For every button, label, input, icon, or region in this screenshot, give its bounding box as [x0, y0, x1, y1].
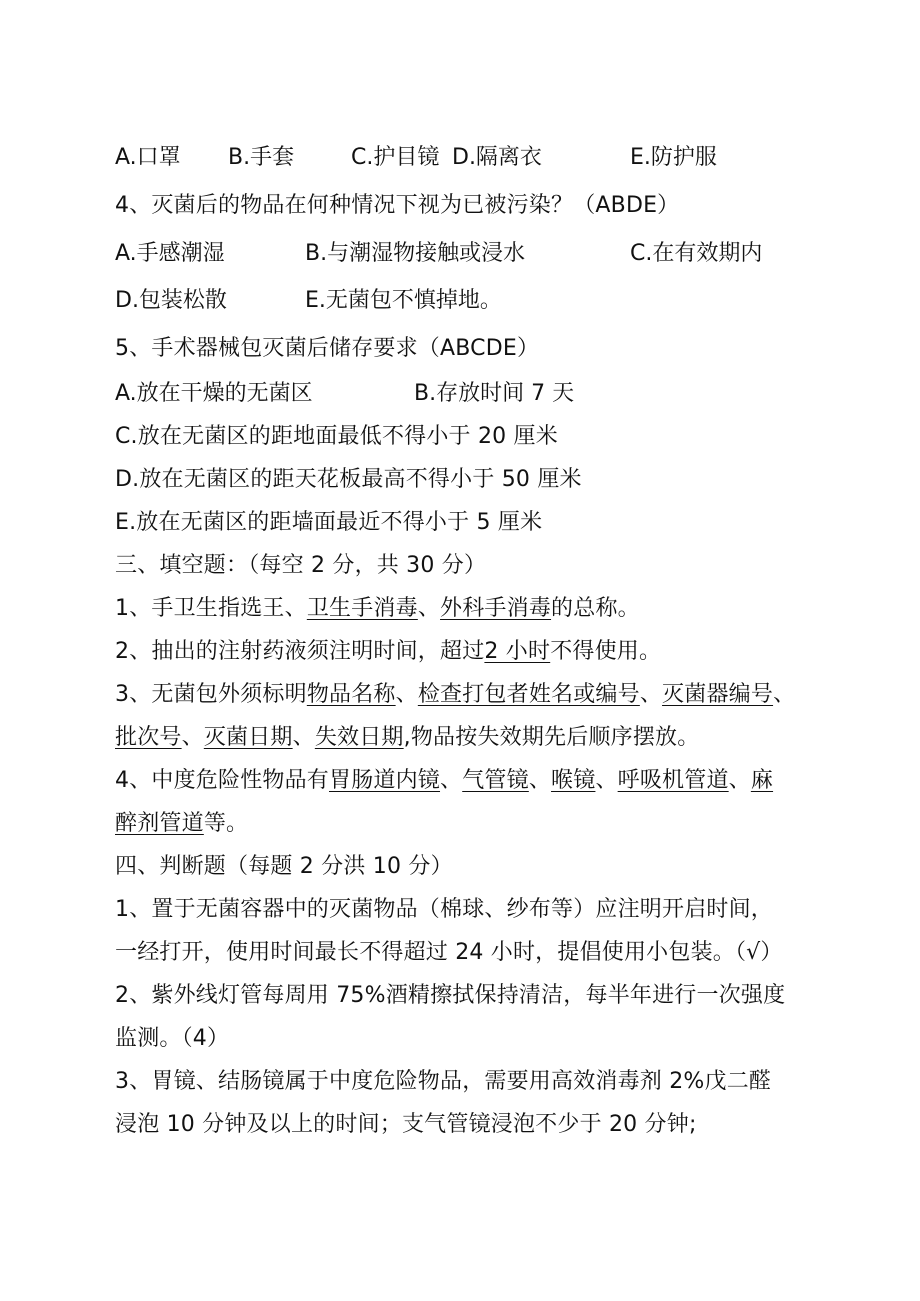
fill-q2-text: 2、抽出的注射药液须注明时间，超过 — [115, 639, 485, 664]
judge-q2-line-2: 监测。（4） — [115, 1026, 230, 1051]
q5-option-c: C.放在无菌区的距地面最低不得小于 20 厘米 — [115, 424, 558, 449]
fill-q1-sep: 、 — [417, 596, 441, 621]
fill-q4-sep-4: 、 — [728, 768, 751, 793]
judge-q1-line-1: 1、置于无菌容器中的灭菌物品（棉球、纱布等）应注明开启时间， — [115, 897, 773, 922]
fill-q2-tail: 不得使用。 — [550, 639, 662, 664]
fill-q4-answer-2: 气管镜 — [462, 768, 529, 793]
fill-q4-tail: 等。 — [203, 811, 249, 836]
fill-q3-sep-1: 、 — [395, 682, 418, 707]
fill-q4-answer-3: 喉镜 — [551, 768, 596, 793]
judge-q1-line-2: 一经打开，使用时间最长不得超过 24 小时，提倡使用小包装。（√） — [115, 940, 783, 965]
fill-q3-line-1 — [115, 684, 795, 706]
judge-section-heading: 四、判断题（每题 2 分洪 10 分） — [115, 854, 453, 879]
fill-q4-sep-1: 、 — [440, 768, 463, 793]
fill-q4-line-1 — [115, 770, 773, 792]
q4-option-c: C.在有效期内 — [630, 241, 763, 266]
fill-q1-answer-1: 卫生手消毒 — [306, 596, 418, 621]
fill-q4-answer-5-part-1: 麻 — [750, 768, 774, 793]
q4-question: 4、灭菌后的物品在何种情况下视为已被污染？（ABDE） — [115, 193, 680, 218]
q3-option-d: D.隔离衣 — [452, 145, 542, 170]
judge-q3-line-2: 浸泡 10 分钟及以上的时间；支气管镜浸泡不少于 20 分钟; — [115, 1112, 697, 1137]
fill-q3-text: 3、无菌包外须标明 — [115, 682, 307, 707]
q4-option-e: E.无菌包不慎掉地。 — [305, 288, 502, 313]
fill-section-heading: 三、填空题：（每空 2 分，共 30 分） — [115, 553, 487, 578]
q4-option-a: A.手感潮湿 — [115, 241, 225, 266]
fill-q3-line-2 — [115, 727, 699, 749]
judge-q3-line-1: 3、胃镜、结肠镜属于中度危险物品，需要用高效消毒剂 2%戊二醛 — [115, 1069, 772, 1094]
fill-q4-answer-1: 胃肠道内镜 — [329, 768, 441, 793]
fill-q3-answer-3: 灭菌器编号 — [662, 682, 774, 707]
fill-q3-sep-2: 、 — [639, 682, 663, 707]
fill-q1-text: 1、手卫生指选王、 — [115, 596, 307, 621]
fill-q1-tail: 的总称。 — [551, 596, 640, 621]
q3-option-b: B.手套 — [228, 145, 295, 170]
fill-q3-sep-3: 、 — [773, 682, 796, 707]
fill-q4-sep-3: 、 — [595, 768, 618, 793]
q3-option-a: A.口罩 — [115, 145, 181, 170]
q5-question: 5、手术器械包灭菌后储存要求（ABCDE） — [115, 336, 540, 361]
q3-option-e: E.防护服 — [630, 145, 717, 170]
fill-q1-answer-2: 外科手消毒 — [440, 596, 552, 621]
fill-q3-answer-4: 批次号 — [115, 725, 182, 750]
q5-option-d: D.放在无菌区的距天花板最高不得小于 50 厘米 — [115, 467, 582, 492]
q4-option-d: D.包装松散 — [115, 288, 227, 313]
fill-q3-answer-2: 检查打包者姓名或编号 — [417, 682, 640, 707]
fill-q3-answer-6: 失效日期 — [314, 725, 404, 750]
fill-q2 — [115, 641, 661, 663]
fill-q3-answer-1: 物品名称 — [306, 682, 396, 707]
q4-option-b: B.与潮湿物接触或浸水 — [305, 241, 526, 266]
fill-q3-sep-5: 、 — [292, 725, 315, 750]
fill-q1 — [115, 598, 640, 620]
fill-q4-sep-2: 、 — [528, 768, 552, 793]
fill-q4-text: 4、中度危险性物品有 — [115, 768, 329, 793]
fill-q3-sep-4: 、 — [181, 725, 204, 750]
fill-q4-answer-5-part-2: 醉剂管道 — [115, 811, 204, 836]
fill-q3-tail: ,物品按失效期先后顺序摆放。 — [403, 725, 700, 750]
fill-q2-answer-1: 2 小时 — [484, 639, 551, 664]
fill-q4-line-2 — [115, 813, 248, 835]
fill-q3-answer-5: 灭菌日期 — [203, 725, 293, 750]
q3-option-c: C.护目镜 — [351, 145, 440, 170]
judge-q2-line-1: 2、紫外线灯管每周用 75%酒精擦拭保持清洁，每半年进行一次强度 — [115, 983, 786, 1008]
fill-q4-answer-4: 呼吸机管道 — [617, 768, 729, 793]
q5-option-b: B.存放时间 7 天 — [414, 381, 575, 406]
q5-option-e: E.放在无菌区的距墙面最近不得小于 5 厘米 — [115, 510, 543, 535]
q5-option-a: A.放在干燥的无菌区 — [115, 381, 313, 406]
